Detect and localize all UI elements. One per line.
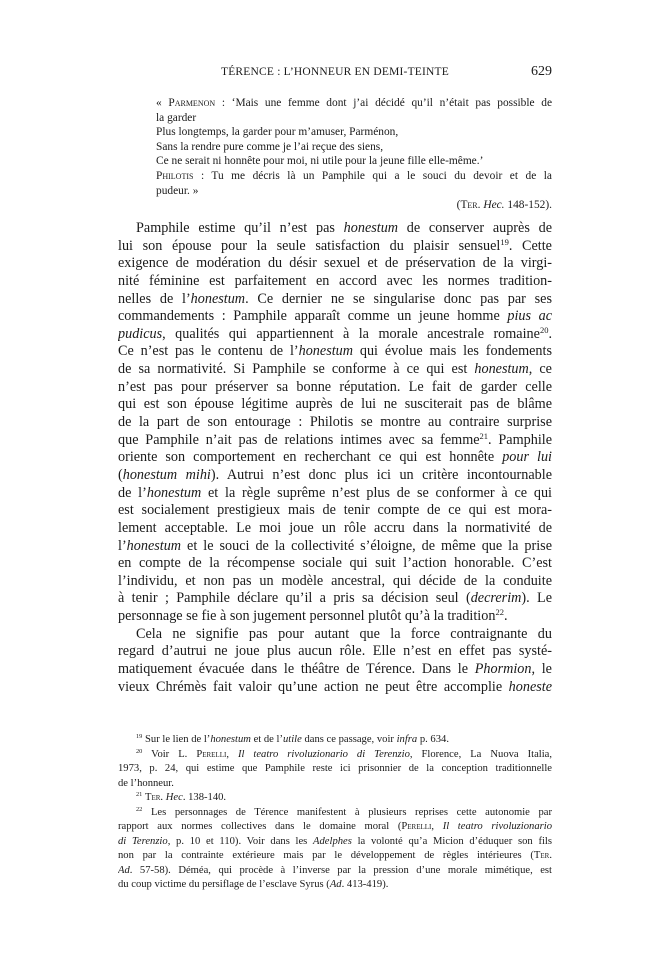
body-line — [118, 308, 552, 326]
text-run: qui est son épouse légitime auprès de lui ne susciterait pas de blâme — [118, 396, 552, 413]
text-run: à tenir ; Pamphile déclare qu’il a pris sa décision seul ( — [118, 590, 471, 607]
text-run: ). Le — [521, 590, 552, 607]
text-run: Pamphile estime qu’il n’est pas — [136, 220, 344, 236]
italic-text: Ad — [329, 879, 342, 890]
body-line — [118, 255, 552, 273]
page-number: 629 — [531, 64, 552, 79]
text-run: la volonté qu’a Micion d’éduquer son fils — [351, 835, 552, 847]
italic-text: honestum — [146, 484, 202, 501]
text-run: , p. 10 et 110). Voir dans les — [167, 835, 314, 847]
footnote-ref: 22 — [495, 608, 504, 617]
text-run: n’est pas pour préserver sa bonne réputation. Le fait de garder celle — [118, 378, 552, 395]
text-run: lement acceptable. Le moi joue un rôle accru dans la normativité de — [118, 519, 552, 536]
italic-text: honestum — [343, 220, 399, 236]
text-run: nité féminine est parfaitement en accord avec les normes tradition- — [118, 272, 552, 289]
body-line — [118, 590, 552, 608]
footnote-line — [118, 762, 552, 777]
italic-text: pius ac — [507, 308, 552, 325]
body-line — [118, 220, 552, 238]
text-run: Voir L. — [142, 748, 197, 760]
body-line — [118, 502, 552, 520]
text-run: , Florence, La Nuova Italia, — [409, 748, 552, 760]
italic-text: honestum mihi — [122, 466, 211, 483]
text-run: la garder — [156, 111, 197, 124]
text-run: oriente son comportement en recherchant ce qui est honnête — [118, 449, 503, 466]
text-run: de la part de son entourage : Philotis se montre au contraire surprise — [118, 414, 552, 431]
text-run: Sans la rendre pure comme je l’ai reçue des siens, — [156, 140, 384, 153]
italic-text: Ad — [118, 864, 130, 876]
text-run: . 413-419). — [341, 879, 389, 890]
text-run: . Pamphile — [488, 431, 552, 448]
footnote-line — [118, 748, 552, 763]
text-run: que Pamphile n’ait pas de relations intimes avec sa femme — [118, 431, 480, 448]
text-run: . 138-140. — [182, 792, 227, 803]
body-line — [118, 573, 552, 591]
text-run: . 57-58). Déméa, qui procède à l’inverse par la pression d’une morale mimétique, est — [129, 864, 552, 876]
body-line — [118, 396, 552, 414]
body-text — [118, 220, 552, 696]
italic-text: honestum — [474, 361, 529, 378]
small-caps-name: Ter. — [533, 850, 552, 861]
text-run: ( — [456, 199, 461, 212]
footnote-ref: 20 — [136, 747, 143, 755]
text-run: en compte de la récompense sociale qui suit l’action honorable. C’est — [118, 555, 552, 572]
body-line — [118, 467, 552, 485]
body-line — [118, 343, 552, 361]
body-line — [118, 555, 552, 573]
small-caps-name: Philotis — [156, 169, 194, 182]
body-line — [118, 326, 552, 344]
footnote-line — [118, 835, 552, 850]
text-run: et de l’ — [250, 734, 283, 745]
italic-text: utile — [283, 734, 302, 745]
body-line — [118, 379, 552, 397]
italic-text: Hec — [165, 792, 183, 803]
italic-text: pour lui — [502, 449, 552, 466]
italic-text: di Terenzio — [118, 835, 168, 847]
body-line — [118, 538, 552, 556]
body-line — [118, 626, 552, 644]
body-line — [118, 485, 552, 503]
footnote-ref: 19 — [500, 237, 509, 247]
text-run: vieux Chrémès fait valoir qu’une action ne peut être accomplie — [118, 678, 509, 695]
italic-text: Phormion — [474, 661, 532, 678]
italic-text: Hec. — [483, 199, 505, 212]
text-run: de l’ — [118, 484, 147, 501]
text-run: non par la contrainte extérieure mais par le développement de règles intérieures ( — [118, 850, 534, 861]
body-line — [118, 520, 552, 538]
footnote-line — [118, 878, 552, 893]
text-run: , qualités qui appartiennent à la morale ancestrale romaine — [162, 325, 540, 342]
quote-line — [156, 198, 552, 213]
text-run: de sa normativité. Si Pamphile se conforme à ce qui est — [118, 361, 475, 378]
italic-text: Il teatro rivoluzionario — [442, 821, 552, 832]
text-run: rapport aux normes collectives dans le domaine moral ( — [118, 821, 402, 832]
text-run: Plus longtemps, la garder pour m’amuser, Parménon, — [156, 126, 399, 139]
footnote-line — [118, 733, 552, 748]
body-line — [118, 361, 552, 379]
body-line — [118, 449, 552, 467]
running-title: TÉRENCE : L’HONNEUR EN DEMI-TEINTE — [220, 66, 450, 78]
quote-line — [156, 125, 552, 140]
text-run: Cela ne signifie pas pour autant que la force contraignante du — [136, 625, 552, 642]
italic-text: Il teatro rivoluzionario di Terenzio — [237, 748, 410, 760]
footnote-ref: 22 — [136, 805, 143, 813]
text-run: Sur le lien de l’ — [142, 734, 211, 745]
quote-line — [156, 140, 552, 155]
text-run: . — [503, 608, 508, 625]
block-quote — [156, 96, 552, 213]
small-caps-name: Ter. — [145, 792, 164, 803]
italic-text: honeste — [508, 678, 552, 695]
text-run: et la règle suprême n’est plus de se conformer à ce qui — [201, 484, 552, 501]
footnote-line — [118, 820, 552, 835]
text-run: regard d’autrui ne joue plus aucun rôle. Elle n’est en effet pas systé- — [118, 643, 552, 660]
text-run: . Cette — [508, 237, 552, 254]
quote-line — [156, 169, 552, 184]
text-run: commandements : Pamphile apparaît comme un jeune homme — [118, 308, 508, 325]
text-run: de conserver auprès de — [398, 220, 552, 236]
text-run: 1973, p. 24, qui estime que Pamphile reste ici prisonnier de la conception traditionnelle — [118, 763, 552, 774]
small-caps-name: Ter. — [460, 199, 481, 212]
italic-text: honestum — [298, 343, 353, 360]
text-run: : ‘Mais une femme dont j’ai décidé qu’il n’était pas possible de — [215, 97, 552, 109]
text-run: , le — [531, 661, 552, 678]
italic-text: decrerim — [470, 590, 522, 607]
text-run: dans ce passage, voir — [301, 734, 397, 745]
italic-text: honestum — [126, 537, 182, 554]
italic-text: honestum — [210, 734, 251, 745]
quote-line — [156, 96, 552, 111]
footnote-ref: 21 — [479, 431, 489, 441]
text-run: Les personnages de Térence manifestent à plusieurs reprises cette autonomie par — [142, 806, 552, 818]
text-run: qui évolue mais les fondements — [353, 343, 552, 360]
quote-line — [156, 154, 552, 169]
body-line — [118, 679, 552, 697]
body-line — [118, 661, 552, 679]
text-run: matiquement évacuée dans le théâtre de Térence. Dans le — [118, 661, 475, 678]
text-run: personnage se fie à son jugement personnel plutôt qu’à la tradition — [118, 608, 496, 625]
footnote-line — [118, 791, 552, 806]
text-run: nelles de l’ — [118, 290, 191, 307]
italic-text: infra — [396, 734, 418, 745]
running-header — [118, 64, 552, 82]
footnote-line — [118, 864, 552, 879]
text-run: du coup victime du persiflage de l’esclave Syrus ( — [118, 879, 330, 890]
small-caps-name: Parmenon — [168, 97, 216, 109]
text-run: exigence de modération du désir sexuel et de préservation de la virgi- — [118, 255, 552, 272]
text-run: de l’honneur. — [118, 777, 174, 789]
body-line — [118, 608, 552, 626]
footnote-line — [118, 777, 552, 792]
text-run: ). Autrui n’est donc plus ici un critère incontournable — [210, 466, 552, 483]
footnote-ref: 20 — [539, 325, 549, 335]
italic-text: pudicus — [118, 325, 163, 342]
body-line — [118, 643, 552, 661]
quote-line — [156, 111, 552, 126]
text-run: . — [548, 325, 552, 342]
body-line — [118, 414, 552, 432]
text-run: 148-152). — [504, 199, 552, 212]
footnotes — [118, 733, 552, 893]
text-run: p. 634. — [417, 734, 449, 745]
text-run: l’individu, et non pas un modèle ancestral, qui décide de la conduite — [118, 572, 552, 589]
body-line — [118, 273, 552, 291]
text-run: , — [431, 821, 443, 832]
footnote-line — [118, 806, 552, 821]
footnote-ref: 21 — [136, 791, 143, 799]
text-run: , ce — [528, 361, 552, 378]
text-run: Ce ne serait ni honnête pour moi, ni utile pour la jeune fille elle-même.’ — [156, 155, 484, 168]
body-line — [118, 291, 552, 309]
text-run: lui son épouse pour la seule satisfaction du plaisir sensuel — [118, 237, 501, 254]
text-run: « — [156, 97, 169, 109]
italic-text: honestum — [190, 290, 246, 307]
body-line — [118, 238, 552, 256]
footnote-line — [118, 849, 552, 864]
text-run: , — [226, 748, 238, 760]
text-run: est socialement prestigieux mais de tenir compte de ce qui est mora- — [118, 502, 552, 519]
text-run: l’ — [118, 537, 127, 554]
text-run: et le souci de la collectivité s’éloigne, de même que la prise — [181, 537, 552, 554]
small-caps-name: Perelli — [196, 748, 227, 760]
quote-line — [156, 184, 552, 199]
text-run: . Ce dernier ne se singularise donc pas par ses — [245, 290, 552, 307]
text-run: Ce n’est pas le contenu de l’ — [118, 343, 299, 360]
text-run: pudeur. » — [156, 184, 199, 197]
footnote-ref: 19 — [136, 733, 143, 741]
italic-text: Adelphes — [313, 835, 352, 847]
small-caps-name: Perelli — [401, 821, 432, 832]
text-run: ( — [118, 466, 123, 483]
text-run: : Tu me décris là un Pamphile qui a le souci du devoir et de la — [193, 169, 552, 182]
body-line — [118, 432, 552, 450]
